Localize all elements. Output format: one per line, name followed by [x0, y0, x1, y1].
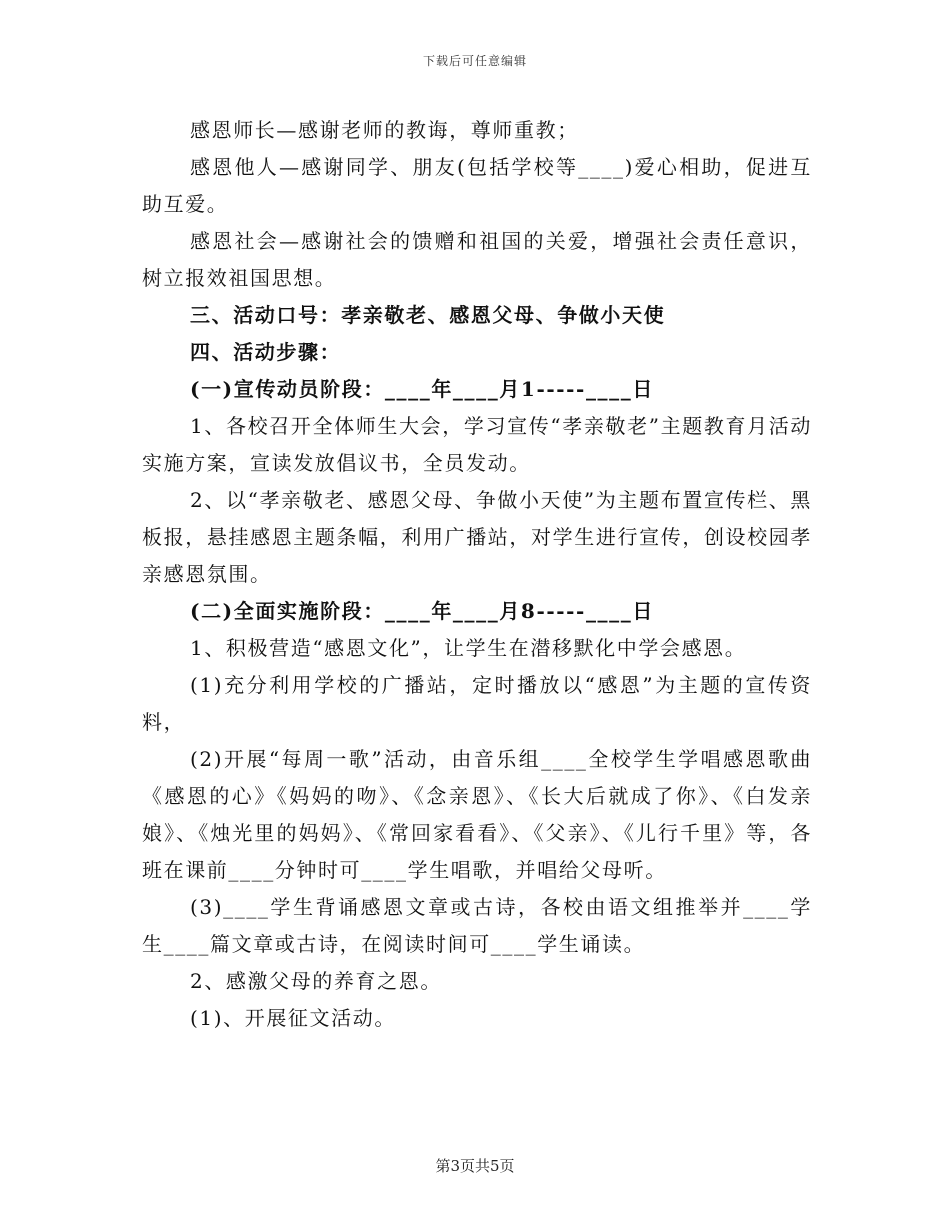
- paragraph: 感恩社会—感谢社会的馈赠和祖国的关爱，增强社会责任意识，树立报效祖国思想。: [142, 229, 812, 290]
- page-header: 下载后可任意编辑: [422, 54, 527, 68]
- section-heading: 四、活动步骤：: [190, 340, 342, 364]
- paragraph: 1、积极营造“感恩文化”，让学生在潜移默化中学会感恩。: [190, 636, 747, 660]
- subsection-heading: (一)宣传动员阶段：____年____月1-----____日: [190, 377, 654, 401]
- paragraph: 感恩师长—感谢老师的教诲，尊师重教；: [190, 118, 579, 142]
- page-footer: 第3页共5页: [435, 1157, 515, 1175]
- paragraph: 2、感激父母的养育之恩。: [190, 969, 442, 993]
- section-heading: 三、活动口号：孝亲敬老、感恩父母、争做小天使: [190, 303, 666, 327]
- paragraph: (1)、开展征文活动。: [190, 1006, 396, 1030]
- paragraph: (2)开展“每周一歌”活动，由音乐组____全校学生学唱感恩歌曲《感恩的心》《妈妈的吻》、《念亲恩》、《长大后就成了你》、《白发亲娘》、《烛光里的妈妈》、《常回家看看》、《父亲》、《儿行千里》等，各班在课前____分钟时可____学生唱歌，并唱给父母听。: [142, 747, 812, 882]
- paragraph: 感恩他人—感谢同学、朋友(包括学校等____)爱心相助，促进互助互爱。: [142, 155, 812, 216]
- paragraph: (3)____学生背诵感恩文章或古诗，各校由语文组推举并____学生____篇文章或古诗，在阅读时间可____学生诵读。: [142, 895, 812, 956]
- subsection-heading: (二)全面实施阶段：____年____月8-----____日: [190, 599, 654, 623]
- paragraph: (1)充分利用学校的广播站，定时播放以“感恩”为主题的宣传资料，: [142, 673, 812, 734]
- document-body: [142, 112, 812, 1037]
- paragraph: 2、以“孝亲敬老、感恩父母、争做小天使”为主题布置宣传栏、黑板报，悬挂感恩主题条幅，利用广播站，对学生进行宣传，创设校园孝亲感恩氛围。: [142, 488, 812, 586]
- paragraph: 1、各校召开全体师生大会，学习宣传“孝亲敬老”主题教育月活动实施方案，宣读发放倡议书，全员发动。: [142, 414, 812, 475]
